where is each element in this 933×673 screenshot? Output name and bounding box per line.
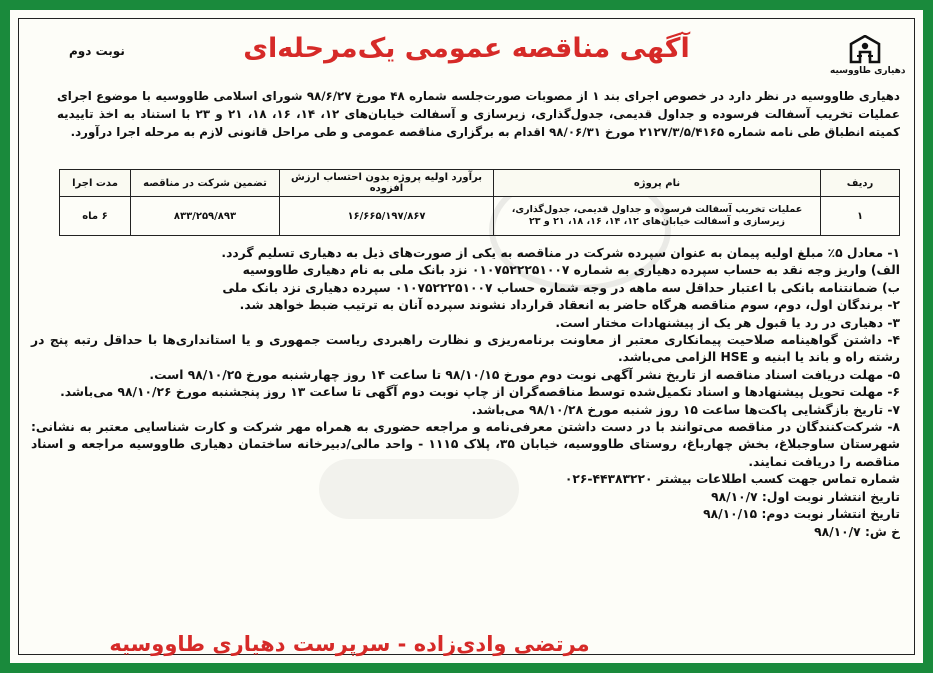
col-estimate: برآورد اولیه پروژه بدون احتساب ارزش افزوده [280,170,494,197]
col-duration: مدت اجرا [60,170,131,197]
signature: مرتضی وادی‌زاده - سرپرست دهیاری طاووسیه [109,632,590,656]
turn-label: نوبت دوم [69,44,125,58]
intro-paragraph: دهیاری طاووسیه در نظر دارد در خصوص اجرای بند ۱ از مصوبات صورت‌جلسه شماره ۴۸ مورخ ۹۸/۶/۲۷ شورای اسلامی طاووسیه با موضوع اجرای عملیات تخریب آسفالت فرسوده و جداول قدیمی، جدول‌گذاری، زیرسازی و آسفالت خیابان‌های ۱۲، ۱۴، ۱۶، ۱۸، ۲۱ و ۲۳ با استناد به اخذ تاییدیه کمیته انطباق طی نامه شماره ۲۱۲۷/۳/۵/۴۱۶۵ مورخ ۹۸/۰۶/۳۱ اقدام به برگزاری مناقصه عمومی و طی مراحل قانونی لازم به مرحله اجرا درآورد. [57,89,900,139]
list-item: ۳- دهیاری در رد یا قبول هر یک از پیشنهادات مختار است. [555,315,900,330]
conditions-list [31,245,900,541]
header [19,19,914,81]
col-guarantee: تضمین شرکت در مناقصه [131,170,280,197]
project-table [59,169,900,236]
list-item: ۶- مهلت تحویل پیشنهادها و اسناد تکمیل‌شده توسط مناقصه‌گران از چاپ نوبت دوم آگهی تا ساعت ۱۳ روز پنجشنبه مورخ ۹۸/۱۰/۲۶ می‌باشد. [60,385,900,400]
cell-row: ۱ [821,197,900,236]
list-item: ۲- برندگان اول، دوم، سوم مناقصه هرگاه حاضر به انعقاد قرارداد نشوند سپرده آنان به ترتیب ضبط خواهد شد. [239,298,900,313]
publish-date-second: تاریخ انتشار نوبت دوم: ۹۸/۱۰/۱۵ [703,507,900,522]
table-row [60,197,900,236]
page-title: آگهی مناقصه عمومی یک‌مرحله‌ای [243,33,690,64]
ad-box [18,18,915,655]
col-row: ردیف [821,170,900,197]
list-item: ۱- معادل ۵٪ مبلغ اولیه پیمان به عنوان سپرده شرکت در مناقصه به یکی از صورت‌های ذیل به دهیاری تسلیم گردد. [221,246,900,260]
list-item: ۴- داشتن گواهینامه صلاحیت پیمانکاری معتبر از معاونت برنامه‌ریزی و نظارت راهبردی ریاست جمهوری و یا استانداری‌ها با حداقل رتبه پنج در رشته راه و باند یا ابنیه و HSE الزامی می‌باشد. [31,333,900,365]
cell-estimate: ۱۶/۶۶۵/۱۹۷/۸۶۷ [280,197,494,236]
contact-phone: شماره تماس جهت کسب اطلاعات بیشتر ۴۴۳۸۳۲۲۰-۰۲۶ [564,472,900,487]
code-line: خ ش: ۹۸/۱۰/۷ [814,524,900,539]
list-item: ب) ضمانتنامه بانکی با اعتبار حداقل سه ماهه در وجه شماره حساب ۰۱۰۷۵۲۲۲۵۱۰۰۷ سپرده دهیاری نزد بانک ملی [222,280,900,295]
table-header-row [60,170,900,197]
list-item: ۷- تاریخ بازگشایی پاکت‌ها ساعت ۱۵ روز شنبه مورخ ۹۸/۱۰/۲۸ می‌باشد. [471,402,900,417]
list-item: ۵- مهلت دریافت اسناد مناقصه از تاریخ نشر آگهی نوبت دوم مورخ ۹۸/۱۰/۱۵ تا ساعت ۱۴ روز چهارشنبه مورخ ۹۸/۱۰/۲۵ است. [149,367,900,382]
list-item: ۸- شرکت‌کنندگان در مناقصه می‌توانند با در دست داشتن معرفی‌نامه و مراجعه حضوری به همراه مهر شرکت و کارت شناسایی معتبر به نشانی: شهرستان ساوجبلاغ، بخش چهارباغ، روستای طاووسیه، خیابان ۳۵، پلاک ۱۱۱۵ - واحد مالی/دبیرخانه ساختمان دهیاری طاووسیه مراجعه و اسناد مناقصه را دریافت نمایند. [31,420,901,469]
cell-project: عملیات تخریب آسفالت فرسوده و جداول قدیمی، جدول‌گذاری، زیرسازی و آسفالت خیابان‌های ۱۲، ۱۴، ۱۶، ۱۸، ۲۱ و ۲۳ [494,197,821,236]
logo-text: دهیاری طاووسیه [830,66,906,76]
list-item: الف) واریز وجه نقد به حساب سپرده دهیاری به شماره ۰۱۰۷۵۲۲۲۵۱۰۰۷ نزد بانک ملی به نام دهیاری طاووسیه [242,263,900,278]
cell-guarantee: ۸۳۳/۲۵۹/۸۹۳ [131,197,280,236]
publish-date-first: تاریخ انتشار نوبت اول: ۹۸/۱۰/۷ [711,489,900,504]
cell-duration: ۶ ماه [60,197,131,236]
col-project: نام پروژه [494,170,821,197]
